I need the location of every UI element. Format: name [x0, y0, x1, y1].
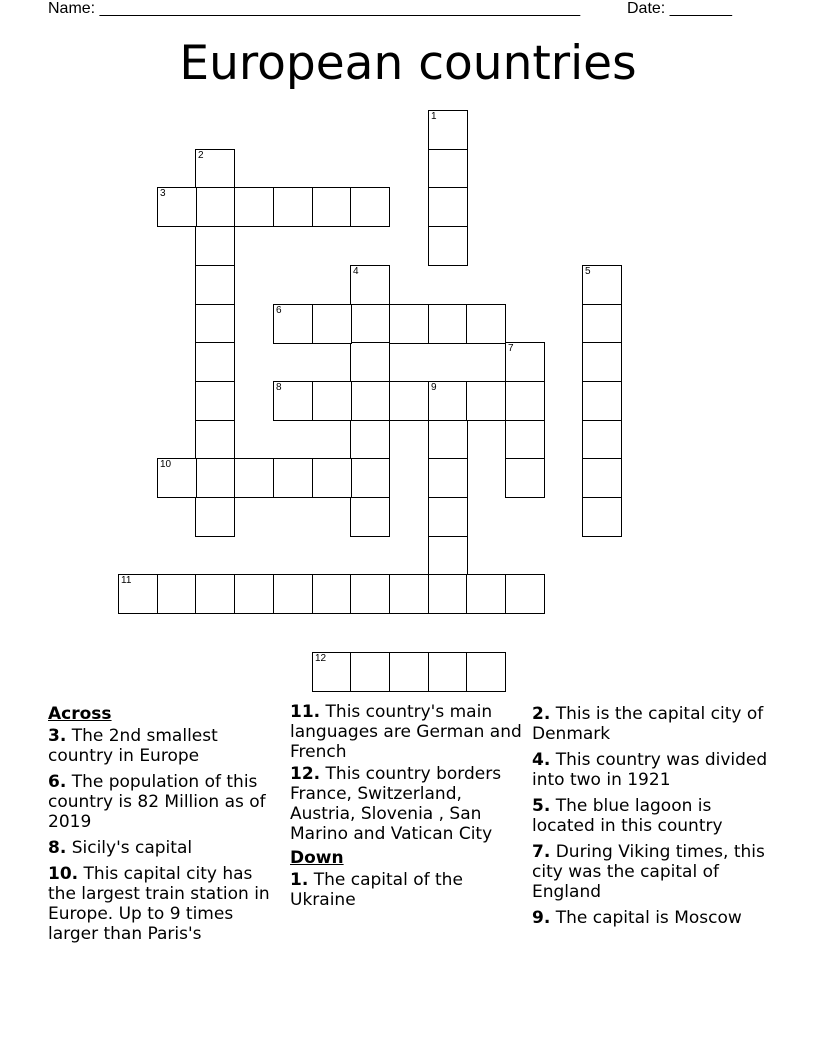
clue-across-12: 12. This country borders France, Switzerland, Austria, Slovenia , San Marino and Vatican City — [290, 764, 502, 844]
grid-cell[interactable] — [350, 304, 390, 344]
grid-cell[interactable] — [466, 381, 506, 421]
grid-cell[interactable] — [505, 458, 545, 498]
grid-cell[interactable] — [428, 381, 468, 421]
clue-number: 3 — [160, 188, 166, 199]
grid-cell[interactable] — [428, 110, 468, 150]
grid-cell[interactable] — [234, 458, 274, 498]
grid-cell[interactable] — [582, 420, 622, 460]
grid-cell[interactable] — [505, 574, 545, 614]
grid-cell[interactable] — [195, 458, 235, 498]
grid-cell[interactable] — [428, 304, 468, 344]
clue-number: 5 — [585, 266, 591, 277]
grid-cell[interactable] — [195, 149, 235, 189]
grid-cell[interactable] — [195, 265, 235, 305]
grid-cell[interactable] — [157, 458, 197, 498]
grid-cell[interactable] — [428, 458, 468, 498]
grid-cell[interactable] — [195, 304, 235, 344]
clue-across-8: 8. Sicily's capital — [48, 838, 193, 858]
clue-number: 11 — [121, 575, 132, 586]
grid-cell[interactable] — [195, 226, 235, 266]
clue-across-6: 6. The population of this country is 82 Million as of 2019 — [48, 772, 266, 832]
grid-cell[interactable] — [428, 652, 468, 692]
grid-cell[interactable] — [505, 420, 545, 460]
clue-down-5: 5. The blue lagoon is located in this country — [532, 796, 723, 836]
clue-number: 9 — [431, 382, 437, 393]
clue-number: 12 — [315, 653, 327, 664]
clue-down-7: 7. During Viking times, this city was the capital of England — [532, 842, 765, 902]
grid-cell[interactable] — [350, 458, 390, 498]
clues-column-3 — [532, 702, 768, 934]
grid-cell[interactable] — [350, 265, 390, 305]
name-field-label[interactable]: Name: ______________________________________________________ — [48, 0, 581, 17]
clue-down-4: 4. This country was divided into two in 1921 — [532, 750, 768, 790]
clue-down-2: 2. This is the capital city of Denmark — [532, 704, 764, 744]
grid-cell[interactable] — [428, 187, 468, 227]
grid-cell[interactable] — [582, 381, 622, 421]
grid-cell[interactable] — [350, 497, 390, 537]
grid-cell[interactable] — [505, 381, 545, 421]
grid-cell[interactable] — [389, 652, 429, 692]
grid-cell[interactable] — [389, 381, 429, 421]
grid-cell[interactable] — [312, 187, 352, 227]
grid-cell[interactable] — [234, 574, 274, 614]
grid-cell[interactable] — [350, 381, 390, 421]
grid-cell[interactable] — [312, 304, 352, 344]
grid-cell[interactable] — [389, 304, 429, 344]
clue-number: 10 — [160, 459, 172, 470]
grid-cell[interactable] — [195, 574, 235, 614]
grid-cell[interactable] — [389, 574, 429, 614]
grid-cell[interactable] — [273, 187, 313, 227]
clue-down-9: 9. The capital is Moscow — [532, 908, 742, 928]
grid-cell[interactable] — [157, 187, 197, 227]
grid-cell[interactable] — [582, 342, 622, 382]
clue-number: 2 — [198, 150, 204, 161]
grid-cell[interactable] — [195, 381, 235, 421]
grid-cell[interactable] — [466, 652, 506, 692]
grid-cell[interactable] — [273, 304, 313, 344]
grid-cell[interactable] — [350, 342, 390, 382]
grid-cell[interactable] — [312, 574, 352, 614]
grid-cell[interactable] — [312, 652, 352, 692]
grid-cell[interactable] — [428, 574, 468, 614]
grid-cell[interactable] — [195, 497, 235, 537]
grid-cell[interactable] — [195, 342, 235, 382]
grid-cell[interactable] — [428, 536, 468, 576]
clue-across-3: 3. The 2nd smallest country in Europe — [48, 726, 218, 766]
page-title: European countries — [179, 36, 637, 91]
grid-cell[interactable] — [582, 304, 622, 344]
grid-cell[interactable] — [350, 574, 390, 614]
grid-cell[interactable] — [505, 342, 545, 382]
clue-across-10: 10. This capital city has the largest train station in Europe. Up to 9 times larger than Paris's — [48, 864, 270, 944]
date-field-label[interactable]: Date: _______ — [627, 0, 732, 17]
grid-cell[interactable] — [428, 226, 468, 266]
grid-cell[interactable] — [157, 574, 197, 614]
clue-down-1: 1. The capital of the Ukraine — [290, 870, 463, 910]
grid-cell[interactable] — [582, 497, 622, 537]
clues-column-2 — [290, 702, 522, 916]
grid-cell[interactable] — [466, 574, 506, 614]
grid-cell[interactable] — [273, 458, 313, 498]
grid-cell[interactable] — [273, 574, 313, 614]
across-heading: Across — [48, 704, 112, 724]
grid-cell[interactable] — [350, 652, 390, 692]
clue-number: 6 — [276, 305, 282, 316]
clue-number: 4 — [353, 266, 359, 277]
grid-cell[interactable] — [118, 574, 158, 614]
grid-cell[interactable] — [428, 420, 468, 460]
clues-column-1 — [48, 702, 280, 950]
grid-cell[interactable] — [582, 265, 622, 305]
grid-cell[interactable] — [195, 420, 235, 460]
clue-number: 7 — [508, 343, 514, 354]
clue-number: 1 — [431, 111, 437, 122]
grid-cell[interactable] — [312, 458, 352, 498]
grid-cell[interactable] — [234, 187, 274, 227]
grid-cell[interactable] — [312, 381, 352, 421]
grid-cell[interactable] — [350, 420, 390, 460]
grid-cell[interactable] — [273, 381, 313, 421]
grid-cell[interactable] — [428, 497, 468, 537]
grid-cell[interactable] — [195, 187, 235, 227]
grid-cell[interactable] — [428, 149, 468, 189]
clue-across-11: 11. This country's main languages are German and French — [290, 702, 522, 762]
clue-number: 8 — [276, 382, 282, 393]
grid-cell[interactable] — [466, 304, 506, 344]
down-heading: Down — [290, 848, 344, 868]
grid-cell[interactable] — [582, 458, 622, 498]
grid-cell[interactable] — [350, 187, 390, 227]
